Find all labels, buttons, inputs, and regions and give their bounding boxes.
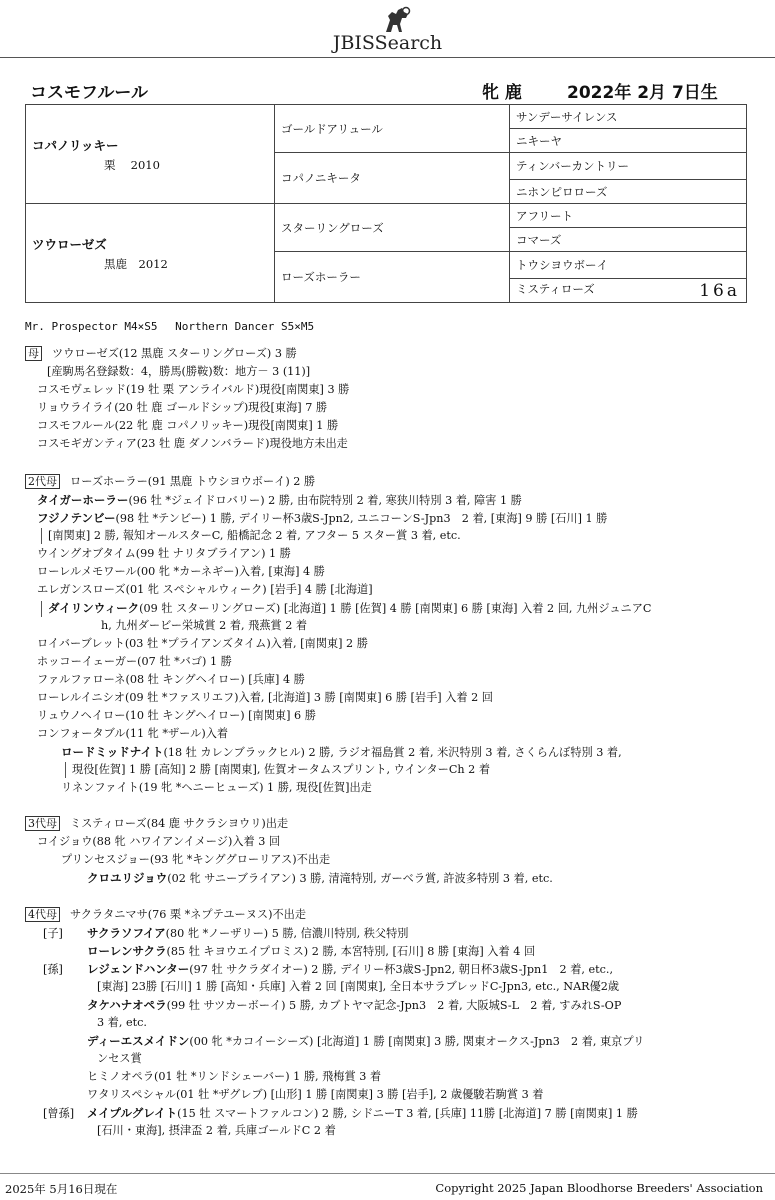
record-text[interactable]: ウイングオブタイム(99 牡 ナリタブライアン) 1 勝	[37, 547, 291, 560]
grandchild-label: [孫]	[43, 963, 63, 976]
horse-link[interactable]: ロードミッドナイト	[61, 745, 164, 759]
g2-tag: 2代母	[25, 474, 60, 489]
g4-section	[25, 906, 755, 1140]
record-text: (18 牡 カレンブラックヒル) 2 勝, ラジオ福島賞 2 着, 米沢特別 3 着, さくらんぼ特別 3 着,	[163, 746, 622, 759]
sire-dam[interactable]: コパノニキータ	[275, 153, 510, 204]
dam-cell	[26, 204, 275, 303]
record-text[interactable]: ローレルイニシオ(09 牡 *ファスリエフ)入着, [北海道] 3 勝 [南関東] 6 勝 [岩手] 入着 2 回	[37, 691, 493, 704]
horse-link[interactable]: タケハナオペラ	[87, 998, 167, 1012]
record-text: [東海] 23勝 [石川] 1 勝 [高知・兵庫] 入着 2 回 [南関東], 全日本サラブレッドC-Jpn3, etc., NAR優2歳	[97, 980, 620, 993]
horse-icon	[382, 6, 412, 34]
record-text: (15 牡 スマートファルコン) 2 勝, シドニーT 3 着, [兵庫] 11勝 [北海道] 7 勝 [南関東] 1 勝	[177, 1107, 638, 1120]
record-text[interactable]: ローレルメモワール(00 牝 *カーネギー)入着, [東海] 4 勝	[37, 565, 325, 578]
record-text: (00 牝 *カコイーシーズ) [北海道] 1 勝 [南関東] 3 勝, 関東オークス-Jpn3 2 着, 東京プリ	[189, 1035, 645, 1048]
g3-ancestor[interactable]: サンデーサイレンス	[510, 105, 747, 129]
inbreeding-info: Mr. Prospector M4×S5 Northern Dancer S5×M5	[25, 320, 315, 333]
horse-link[interactable]: サクラソフイア	[87, 926, 166, 940]
record-text: ンセス賞	[97, 1052, 142, 1065]
dam-line: [産駒馬名登録数：4，勝馬(勝鞍)数：地方－ 3 (11)]	[47, 365, 311, 378]
horse-link[interactable]: ディーエスメイドン	[87, 1034, 190, 1048]
footer-copyright: Copyright 2025 Japan Bloodhorse Breeders' Association	[435, 1181, 763, 1195]
g4-tag: 4代母	[25, 907, 60, 922]
record-text: 現役[佐賀] 1 勝 [高知] 2 勝 [南関東], 佐賀オータムスプリント, ウインターCh 2 着	[72, 763, 491, 776]
sire-cell	[26, 105, 275, 204]
record-text[interactable]: ヒミノオペラ(01 牡 *リンドシェーバー) 1 勝, 飛梅賞 3 着	[87, 1070, 382, 1083]
record-text: (85 牡 キヨウエイプロミス) 2 勝, 本宮特別, [石川] 8 勝 [東海] 入着 4 回	[166, 945, 536, 958]
footer-date: 2025年 5月16日現在	[5, 1182, 118, 1196]
g4-head: サクラタニマサ(76 栗 *ネプテユーヌス)不出走	[70, 908, 307, 921]
dam-line: ツウローゼズ(12 黒鹿 スターリングローズ) 3 勝	[52, 347, 297, 360]
record-text[interactable]: コンフォータブル(11 牝 *ザール)入着	[37, 727, 229, 740]
child-label: [子]	[43, 927, 63, 940]
sire-info: 栗 2010	[104, 157, 160, 172]
logo-text: JBISSearch	[332, 32, 443, 54]
record-text: [石川・東海], 摂津盃 2 着, 兵庫ゴールドC 2 着	[97, 1124, 336, 1137]
g3-ancestor[interactable]: ティンバーカントリー	[510, 153, 747, 180]
g3-head: ミスティローズ(84 鹿 サクラシヨウリ)出走	[70, 817, 289, 830]
dam-section	[25, 345, 755, 453]
pedigree-table	[25, 104, 747, 303]
record-text: (80 牝 *ノーザリー) 5 勝, 信濃川特別, 秩父特別	[165, 927, 409, 940]
record-text: (99 牡 サツカーボーイ) 5 勝, カブトヤマ記念-Jpn3 2 着, 大阪城S-L 2 着, すみれS-OP	[166, 999, 622, 1012]
record-text[interactable]: ホッコーイェーガー(07 牡 *バゴ) 1 勝	[37, 655, 232, 668]
dam-line[interactable]: コスモギガンティア(23 牡 鹿 ダノンバラード)現役地方未出走	[37, 437, 348, 450]
dam-line[interactable]: リョウライライ(20 牡 鹿 ゴールドシップ)現役[東海] 7 勝	[37, 401, 328, 414]
horse-link[interactable]: ローレンサクラ	[87, 944, 167, 958]
dam-info: 黒鹿 2012	[104, 256, 168, 271]
record-text: (98 牡 *テンビー) 1 勝, デイリー杯3歳S-Jpn2, ユニコーンS-Jpn3 2 着, [東海] 9 勝 [石川] 1 勝	[115, 512, 608, 525]
g3-section	[25, 815, 755, 887]
record-text[interactable]: エレガンスローズ(01 牝 スペシャルウィーク) [岩手] 4 勝 [北海道]	[37, 583, 373, 596]
horse-link[interactable]: メイプルグレイト	[87, 1106, 178, 1120]
g2-section	[25, 473, 755, 797]
g3-ancestor[interactable]: トウシヨウボーイ	[510, 252, 747, 279]
record-text[interactable]: ロイバーブレット(03 牡 *プライアンズタイム)入着, [南関東] 2 勝	[37, 637, 368, 650]
horse-name: コスモフルール	[30, 83, 148, 103]
horse-link[interactable]: ダイリンウィーク	[48, 601, 140, 615]
record-text: [南関東] 2 勝, 報知オールスターC, 船橋記念 2 着, アフター 5 スター賞 3 着, etc.	[48, 529, 461, 542]
record-text: (97 牡 サクラダイオー) 2 勝, デイリー杯3歳S-Jpn2, 朝日杯3歳S-Jpn1 2 着, etc.,	[189, 963, 614, 976]
record-text[interactable]: プリンセスジョー(93 牝 *キンググローリアス)不出走	[61, 853, 331, 866]
dam-line[interactable]: コスモフルール(22 牝 鹿 コパノリッキー)現役[南関東] 1 勝	[37, 419, 339, 432]
g3-ancestor[interactable]: ニキーヤ	[510, 129, 747, 153]
horse-link[interactable]: フジノテンビー	[37, 511, 116, 525]
record-text[interactable]: ファルファローネ(08 牡 キングヘイロー) [兵庫] 4 勝	[37, 673, 305, 686]
tree-line	[41, 601, 42, 617]
footer-divider	[0, 1173, 775, 1174]
record-text[interactable]: リネンファイト(19 牝 *ヘニーヒューズ) 1 勝, 現役[佐賀]出走	[61, 781, 372, 794]
horse-sex-color: 牝 鹿	[482, 83, 522, 103]
horse-link[interactable]: クロユリジョウ	[87, 871, 168, 885]
record-text: h, 九州ダービー栄城賞 2 着, 飛燕賞 2 着	[101, 619, 308, 632]
g2-head: ローズホーラー(91 黒鹿 トウシヨウボーイ) 2 勝	[70, 475, 316, 488]
record-text: 3 着, etc.	[97, 1016, 147, 1029]
horse-link[interactable]: レジェンドハンター	[87, 962, 190, 976]
record-text: (96 牡 *ジェイドロバリー) 2 勝, 由布院特別 2 着, 寒狭川特別 3 着, 障害 1 勝	[128, 494, 522, 507]
g3-ancestor[interactable]: アフリート	[510, 204, 747, 228]
dam-name[interactable]: ツウローゼズ	[32, 236, 107, 252]
dam-sire[interactable]: スターリングローズ	[275, 204, 510, 252]
tree-line	[65, 762, 66, 778]
tree-line	[41, 528, 42, 544]
dam-dam[interactable]: ローズホーラー	[275, 252, 510, 303]
record-text[interactable]: リュウノヘイロー(10 牡 キングヘイロー) [南関東] 6 勝	[37, 709, 316, 722]
record-text[interactable]: ワタリスペシャル(01 牡 *ザグレブ) [山形] 1 勝 [南関東] 3 勝 [岩手], 2 歳優駿若駒賞 3 着	[87, 1088, 544, 1101]
dam-line[interactable]: コスモヴェレッド(19 牡 栗 アンライバルド)現役[南関東] 3 勝	[37, 383, 350, 396]
horse-title-row	[30, 78, 745, 103]
sire-name[interactable]: コパノリッキー	[32, 137, 119, 153]
great-grandchild-label: [曾孫]	[43, 1107, 75, 1120]
g3-ancestor[interactable]: コマーズ	[510, 228, 747, 252]
g3-tag: 3代母	[25, 816, 60, 831]
dam-tag: 母	[25, 346, 42, 361]
g3-ancestor[interactable]: ミスティローズ	[516, 281, 595, 296]
header-divider	[0, 57, 775, 58]
g3-ancestor-last	[510, 279, 747, 303]
horse-birth-date: 2022年 2月 7日生	[567, 83, 718, 103]
horse-link[interactable]: タイガーホーラー	[37, 493, 129, 507]
sire-sire[interactable]: ゴールドアリュール	[275, 105, 510, 153]
family-number: 16a	[699, 280, 740, 301]
record-text: (02 牝 サニーブライアン) 3 勝, 清滝特別, ガーベラ賞, 許波多特別 3 着, etc.	[167, 872, 553, 885]
g3-ancestor[interactable]: ニホンピロローズ	[510, 180, 747, 204]
jbis-logo[interactable]	[0, 4, 775, 56]
record-text[interactable]: コイジョウ(88 牝 ハワイアンイメージ)入着 3 回	[37, 835, 281, 848]
record-text: (09 牡 スターリングローズ) [北海道] 1 勝 [佐賀] 4 勝 [南関東] 6 勝 [東海] 入着 2 回, 九州ジュニアC	[139, 602, 652, 615]
